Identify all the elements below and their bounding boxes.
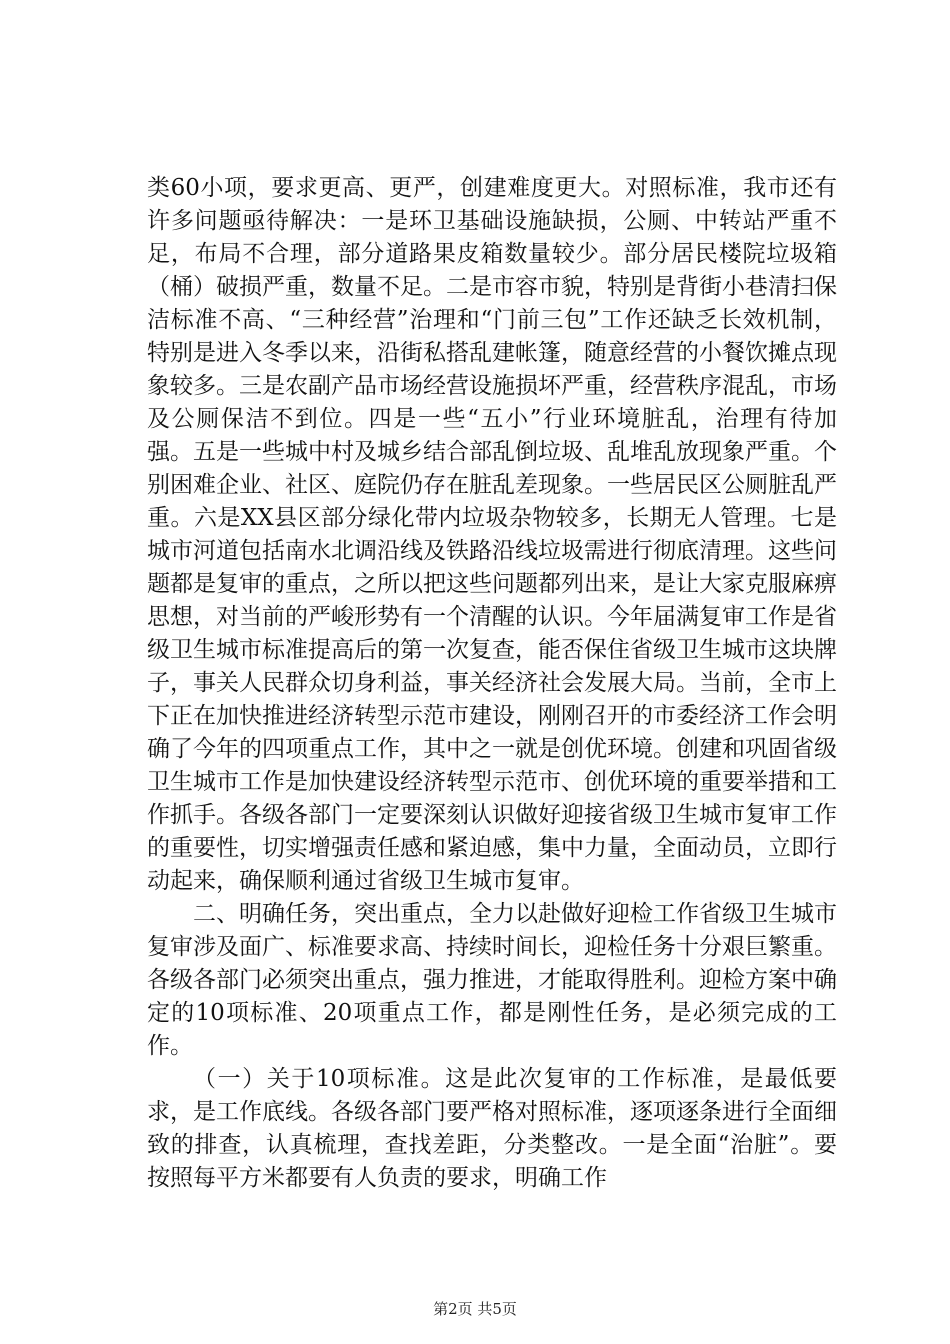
page-number-footer: 第2页 共5页 xyxy=(433,1300,517,1318)
paragraph-1: 类60小项，要求更高、更严，创建难度更大。对照标准，我市还有许多问题亟待解决：一是环卫基础设施缺损，公厕、中转站严重不足，布局不合理，部分道路果皮箱数量较少。部分居民楼院垃圾箱（桶）破损严重，数量不足。二是市容市貌，特别是背街小巷清扫保洁标准不高、“三种经营”治理和“门前三包”工作还缺乏长效机制，特别是进入冬季以来，沿街私搭乱建帐篷，随意经营的小餐饮摊点现象较多。三是农副产品市场经营设施损坏严重，经营秩序混乱，市场及公厕保洁不到位。四是一些“五小”行业环境脏乱，治理有待加强。五是一些城中村及城乡结合部乱倒垃圾、乱堆乱放现象严重。个别困难企业、社区、庭院仍存在脏乱差现象。一些居民区公厕脏乱严重。六是XX县区部分绿化带内垃圾杂物较多，长期无人管理。七是城市河道包括南水北调沿线及铁路沿线垃圾需进行彻底清理。这些问题都是复审的重点，之所以把这些问题都列出来，是让大家克服麻痹思想，对当前的严峻形势有一个清醒的认识。今年届满复审工作是省级卫生城市标准提高后的第一次复查，能否保住省级卫生城市这块牌子，事关人民群众切身利益，事关经济社会发展大局。当前，全市上下正在加快推进经济转型示范市建设，刚刚召开的市委经济工作会明确了今年的四项重点工作，其中之一就是创优环境。创建和巩固省级卫生城市工作是加快建设经济转型示范市、创优环境的重要举措和工作抓手。各级各部门一定要深刻认识做好迎接省级卫生城市复审工作的重要性，切实增强责任感和紧迫感，集中力量，全面动员，立即行动起来，确保顺利通过省级卫生城市复审。 xyxy=(147,175,837,894)
paragraph-2: 二、明确任务，突出重点，全力以赴做好迎检工作省级卫生城市复审涉及面广、标准要求高、持续时间长，迎检任务十分艰巨繁重。各级各部门必须突出重点，强力推进，才能取得胜利。迎检方案中确定的10项标准、20项重点工作，都是刚性任务，是必须完成的工作。 xyxy=(147,901,837,1059)
document-body xyxy=(147,172,837,1195)
paragraph-3: （一）关于10项标准。这是此次复审的工作标准，是最低要求，是工作底线。各级各部门要严格对照标准，逐项逐条进行全面细致的排查，认真梳理，查找差距，分类整改。一是全面“治脏”。要按照每平方米都要有人负责的要求，明确工作 xyxy=(147,1066,837,1191)
